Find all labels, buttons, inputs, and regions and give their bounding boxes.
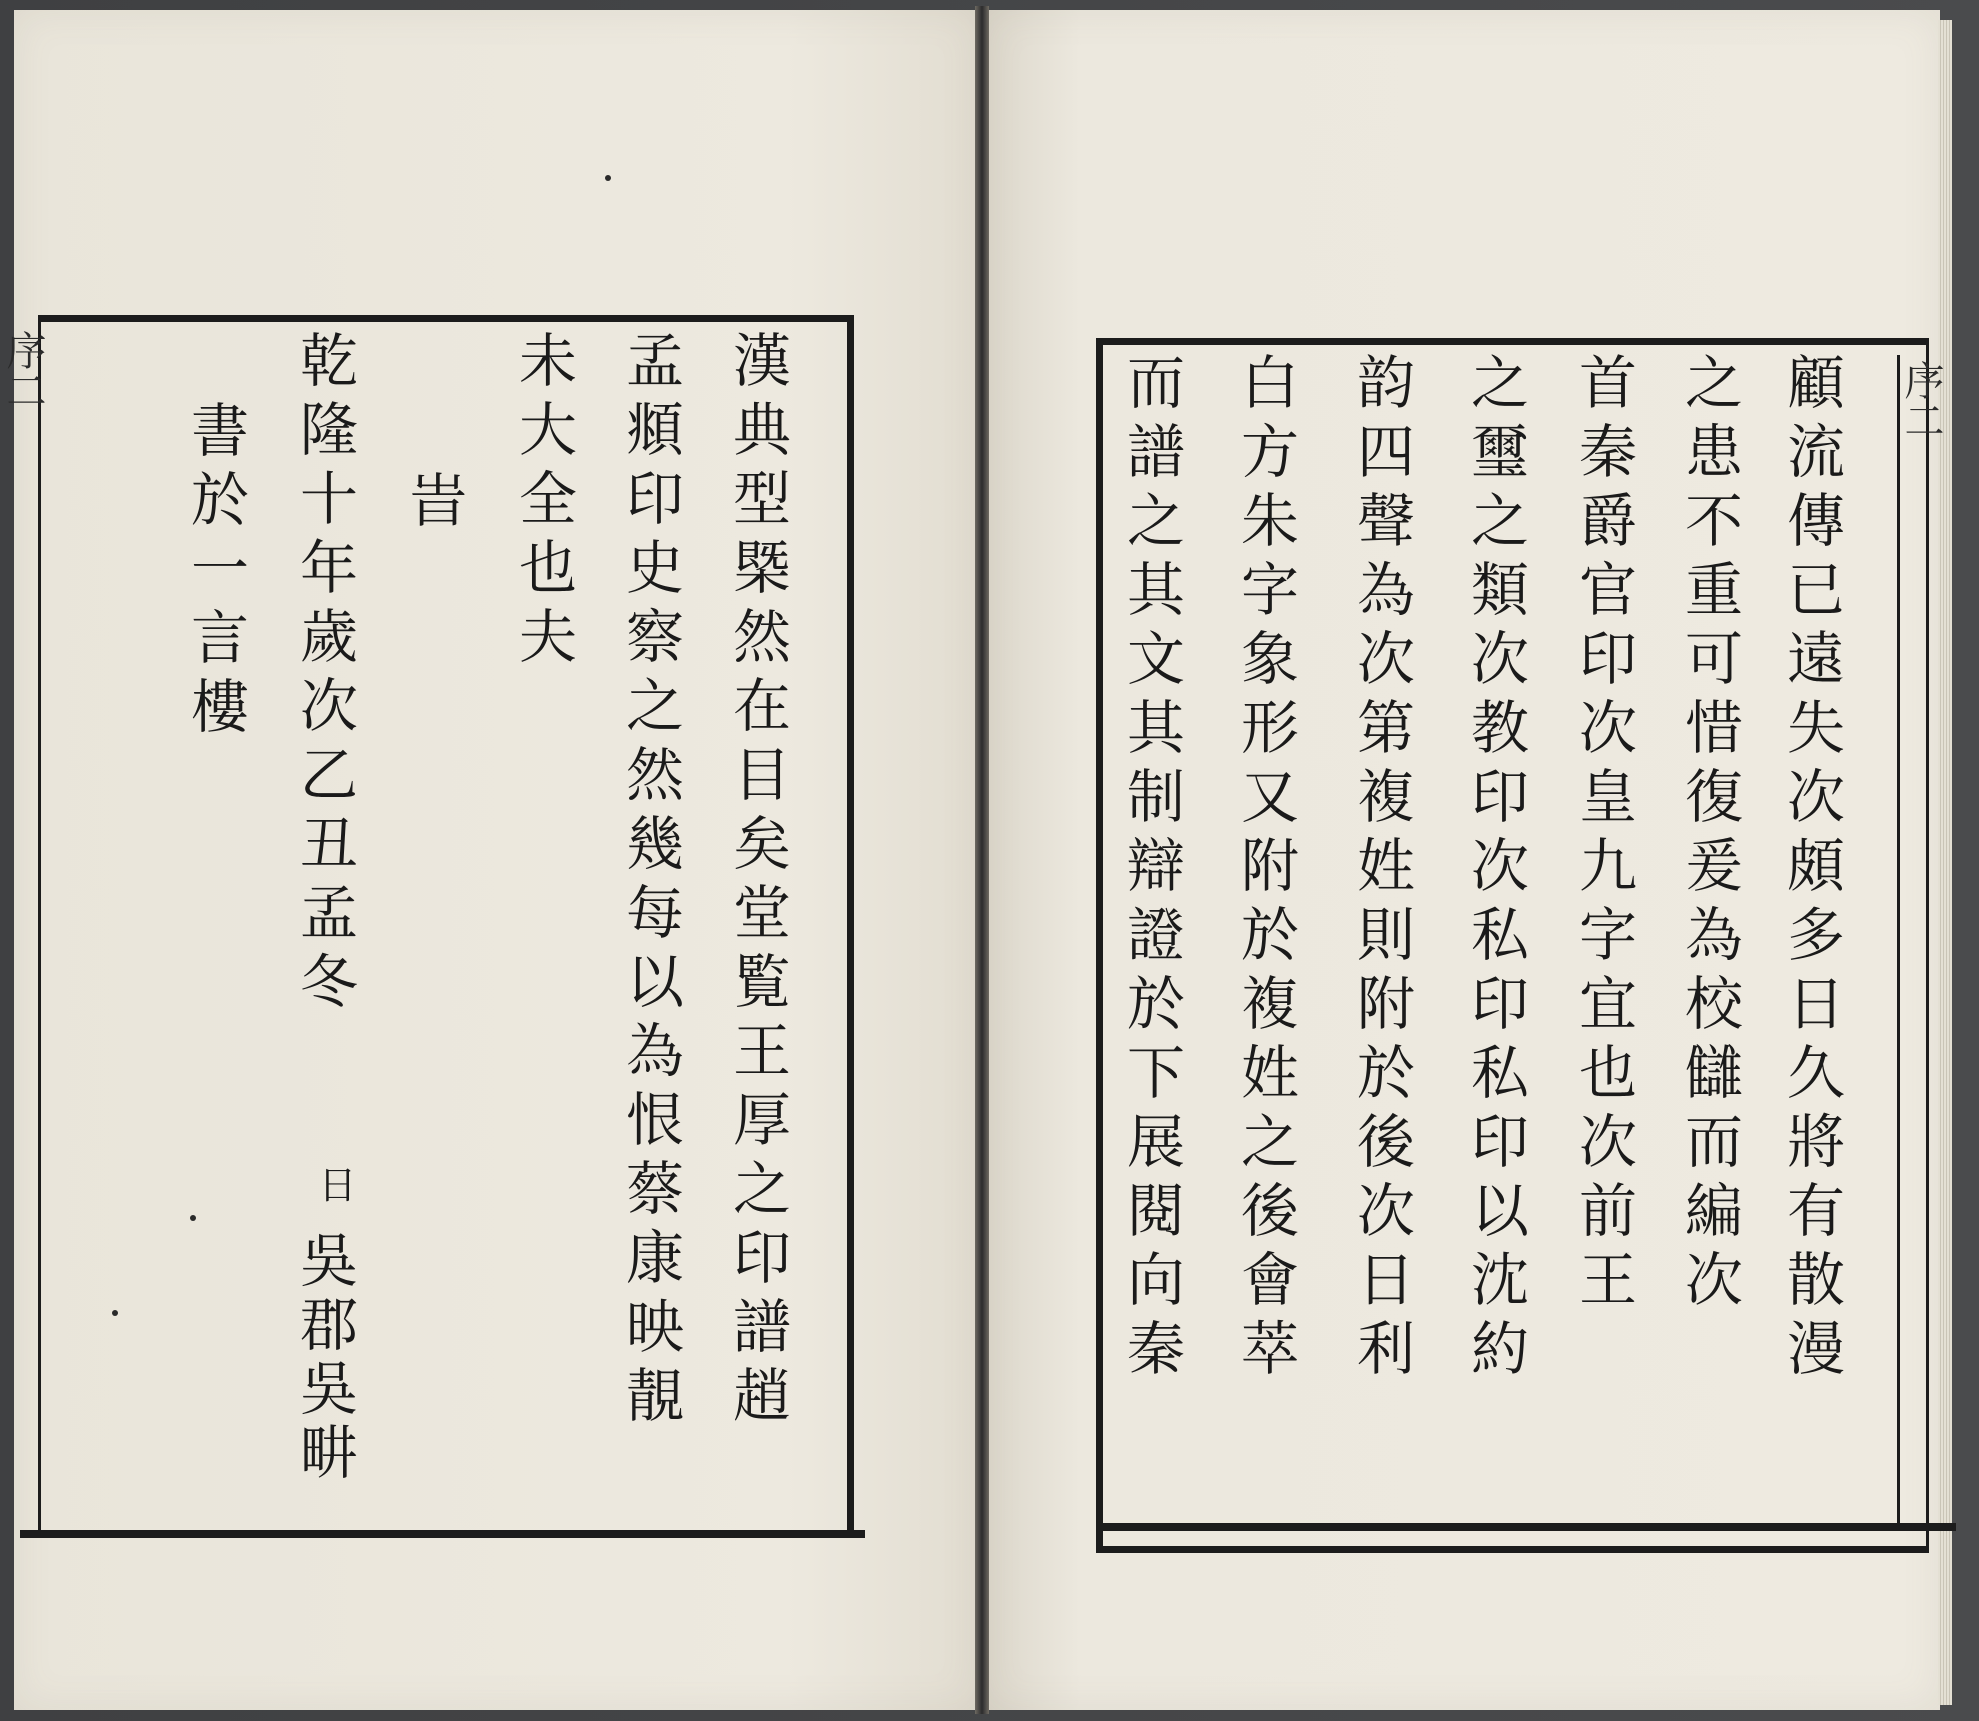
left-column-3: 未大全也夫 (509, 330, 577, 675)
left-column-5: 乾隆十年歲次乙丑孟冬 (290, 330, 358, 1020)
right-column-7: 而譜之其文其制辯證於下展閱向秦 (1117, 352, 1185, 1387)
book-gutter (975, 6, 989, 1714)
paper-speck (605, 175, 611, 181)
left-column-2: 孟頫印史察之然幾每以為恨蔡康映靚 (616, 330, 684, 1434)
paper-speck (112, 1310, 118, 1316)
left-margin-label: 序二 (0, 330, 46, 410)
left-column-7: 吳郡吳畊 (290, 1230, 358, 1486)
right-column-5: 韵四聲為次第複姓則附於後次日利 (1347, 352, 1415, 1387)
paper-speck (190, 1215, 196, 1221)
right-margin-label: 序二 (1898, 360, 1944, 440)
right-bottom-rule (1096, 1523, 1956, 1531)
right-column-1: 顧流傳已遠失次頗多日久將有散漫 (1777, 352, 1845, 1387)
right-column-6: 白方朱字象形又附於複姓之後會萃 (1231, 352, 1299, 1387)
left-column-4: 旹 (399, 470, 467, 539)
left-bottom-rule (20, 1530, 865, 1538)
page-edge (1938, 20, 1952, 1705)
left-column-1: 漢典型槩然在目矣堂覧王厚之印譜趙 (723, 330, 791, 1434)
right-column-4: 之璽之類次教印次私印私印以沈約 (1461, 352, 1529, 1387)
right-inner-rule (1897, 355, 1900, 1530)
left-column-6: 日 (312, 1165, 356, 1209)
right-column-3: 首秦爵官印次皇九字宜也次前王 (1569, 352, 1637, 1318)
right-column-2: 之患不重可惜復爰為校讎而編次 (1675, 352, 1743, 1318)
left-column-8: 書於一言樓 (181, 400, 249, 745)
